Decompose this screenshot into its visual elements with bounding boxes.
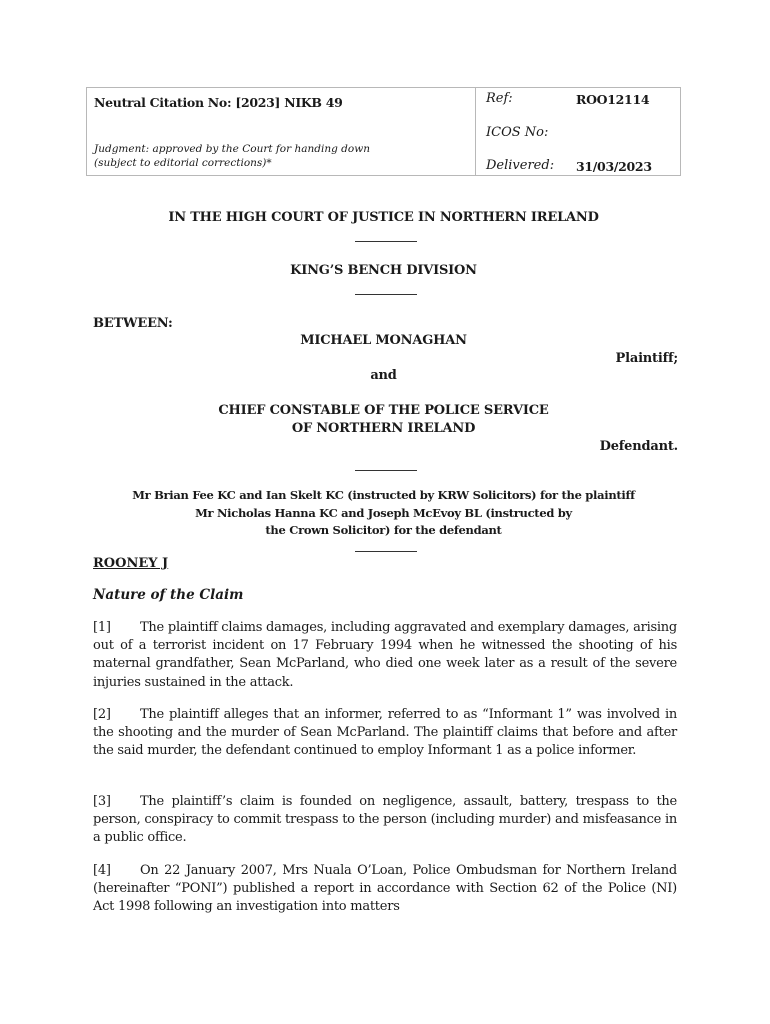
separator-rule	[355, 294, 417, 295]
paragraph-text: The plaintiff’s claim is founded on negligence, assault, battery, trespass to the person, conspiracy to commit trespass to the person (including murder) and misfeasance in a public office.	[93, 794, 677, 846]
defendant-name-line-1: CHIEF CONSTABLE OF THE POLICE SERVICE	[218, 403, 549, 418]
paragraph-4	[93, 862, 677, 917]
judgment-approval-note	[94, 142, 370, 170]
paragraph-text: On 22 January 2007, Mrs Nuala O’Loan, Police Ombudsman for Northern Ireland (hereinafter “PONI”) published a report in accordance with Section 62 of the Police (NI) Act 1998 following an investigation into matters	[93, 863, 677, 915]
judgment-line-2: (subject to editorial corrections)*	[94, 157, 272, 169]
paragraph-2	[93, 706, 677, 761]
plaintiff-name: MICHAEL MONAGHAN	[300, 333, 467, 348]
paragraph-text: The plaintiff alleges that an informer, referred to as “Informant 1” was involved in the shooting and the murder of Sean McParland. The plaintiff claims that before and after the said murder, the defendant continued to employ Informant 1 as a police informer.	[93, 707, 677, 759]
judgment-line-1: Judgment: approved by the Court for handing down	[94, 143, 370, 155]
plaintiff-role: Plaintiff;	[615, 351, 678, 366]
delivered-value: 31/03/2023	[576, 159, 652, 174]
paragraph-text: The plaintiff claims damages, including aggravated and exemplary damages, arising out of a terrorist incident on 17 February 1994 when he witnessed the shooting of his maternal grandfather, Sean McParland, who died one week later as a result of the severe injuries sustained in the attack.	[93, 620, 677, 690]
counsel-block	[86, 487, 681, 540]
paragraph-number: [1]	[93, 620, 111, 635]
paragraph-number: [4]	[93, 863, 111, 878]
division-title: KING’S BENCH DIVISION	[290, 263, 477, 278]
delivered-label: Delivered:	[486, 158, 555, 173]
separator-rule	[355, 241, 417, 242]
neutral-citation: Neutral Citation No: [2023] NIKB 49	[94, 95, 343, 110]
between-label: BETWEEN:	[93, 316, 173, 331]
separator-rule	[355, 470, 417, 471]
header-table	[86, 87, 681, 176]
ref-label: Ref:	[486, 91, 513, 106]
paragraph-number: [2]	[93, 707, 111, 722]
separator-rule	[355, 551, 417, 552]
ref-value: ROO12114	[576, 92, 650, 107]
header-divider	[475, 88, 476, 175]
court-title: IN THE HIGH COURT OF JUSTICE IN NORTHERN IRELAND	[168, 210, 599, 225]
judge-name: ROONEY J	[93, 556, 169, 571]
defendant-role: Defendant.	[599, 439, 678, 454]
counsel-line-3: the Crown Solicitor) for the defendant	[265, 523, 502, 537]
paragraph-3	[93, 793, 677, 848]
defendant-name-line-2: OF NORTHERN IRELAND	[291, 421, 476, 436]
icos-label: ICOS No:	[486, 125, 549, 140]
counsel-line-1: Mr Brian Fee KC and Ian Skelt KC (instructed by KRW Solicitors) for the plaintiff	[132, 488, 635, 502]
counsel-line-2: Mr Nicholas Hanna KC and Joseph McEvoy BL (instructed by	[195, 505, 572, 520]
and-label: and	[370, 368, 397, 383]
section-title: Nature of the Claim	[93, 587, 244, 603]
paragraph-1	[93, 619, 677, 692]
paragraph-number: [3]	[93, 794, 111, 809]
